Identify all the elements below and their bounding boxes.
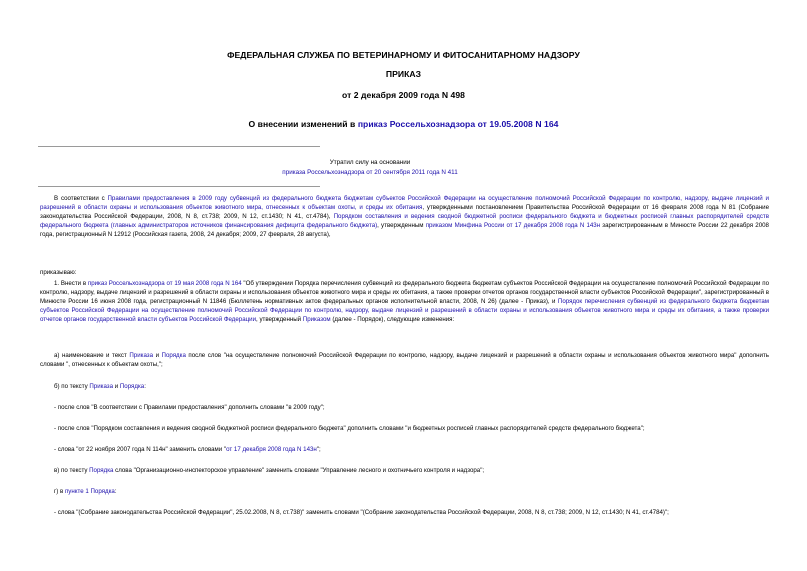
item-g1-paragraph: - слова "(Собрание законодательства Российской Федерации", 25.02.2008, N 8, ст.738)" заменить словами "(Собрание законодательства Российской Федерации, 2008, N 8, ст.738; 2009, N 12, ст.1430; N 41, ст.4784)";	[54, 509, 669, 516]
link-minfin-order[interactable]: приказом Минфина России от 17 декабря 2008 года N 143н	[425, 221, 601, 229]
item-b3-text-1: - слова "от 22 ноября 2007 года N 114н" заменить словами "	[54, 446, 227, 453]
document-title	[0, 119, 807, 129]
item-b-text-2: и	[113, 383, 120, 390]
status-note-link[interactable]: приказа Россельхознадзора от 20 сентября 2011 года N 411	[282, 169, 458, 176]
link-minfin-143n[interactable]: от 17 декабря 2008 года N 143н	[226, 446, 317, 453]
divider-bottom	[38, 186, 320, 187]
link-poryadka-b[interactable]: Порядка	[119, 383, 145, 390]
item-1-paragraph	[40, 280, 769, 325]
agency-heading: ФЕДЕРАЛЬНАЯ СЛУЖБА ПО ВЕТЕРИНАРНОМУ И ФИТОСАНИТАРНОМУ НАДЗОРУ	[227, 50, 580, 60]
item-1-text-3: , утвержденный	[256, 315, 303, 323]
document-date-number: от 2 декабря 2009 года N 498	[341, 90, 466, 100]
preamble-text-4: зарегистрированным в Минюсте России 22 декабря 2008 года, регистрационный N 12912 (Российская газета, 2008, 24 декабря; 2009, 27 февраля, 28 августа),	[40, 221, 769, 238]
item-v-text-1: в) по тексту	[54, 467, 90, 474]
status-note	[160, 158, 580, 178]
item-g-paragraph	[40, 488, 769, 497]
item-b3-text-2: ";	[316, 446, 321, 453]
item-a-text-1: а) наименование и текст	[54, 352, 130, 359]
link-punkt-1[interactable]: пункте 1 Порядка	[64, 488, 115, 495]
link-poryadka[interactable]: Порядка	[161, 352, 186, 359]
item-a-paragraph	[40, 352, 769, 370]
divider-top	[38, 146, 320, 147]
item-b3-paragraph	[40, 446, 769, 455]
preamble-paragraph	[40, 195, 769, 240]
title-link-order-164[interactable]: приказ Россельхознадзора от 19.05.2008 N 164	[357, 119, 559, 129]
link-subvention-rules[interactable]: Правилами предоставления в 2009 году субвенций из федерального бюджета бюджетам субъектов Российской Федерации на осуществление полномочий Российской Федерации по контролю, надзору, выдаче лицензий и разрешений в области охраны и использования объектов животного мира, отнесенных к объектам охоты, и среды их обитания	[40, 195, 769, 211]
link-procedure[interactable]: Порядок перечисления субвенций из федерального бюджета бюджетам субъектов Российской Федерации на осуществление полномочий Российской Федерации по контролю, надзору, выдаче лицензий и разрешений в области охраны и использования объектов животного мира и среды их обитания, а также проверки отчетов органов государственной власти субъектов Российской Федерации	[40, 297, 769, 323]
item-a-text-3: после слов "на осуществление полномочий Российской Федерации по контролю, надзору, выдаче лицензий и разрешений в области охраны и использования объектов животного мира" дополнить словами ", отнесенных к объектам охоты,";	[40, 352, 769, 368]
link-order-164[interactable]: приказ Россельхознадзора от 19 мая 2008 года N 164	[87, 280, 242, 287]
link-budget-procedure[interactable]: Порядком составления и ведения сводной бюджетной росписи федерального бюджета и бюджетных росписей главных распорядителей средств федерального бюджета (главных администраторов источников финансирования дефицита федерального бюджета)	[40, 212, 769, 229]
preamble-text-1: В соответствии с	[54, 195, 108, 202]
item-1-text-2: "Об утверждении Порядка перечисления субвенций из федерального бюджета бюджетам субъектов Российской Федерации на осуществление полномочий Российской Федерации по контролю, надзору, выдаче лицензий и разрешений в области охраны и использования объектов животного мира и среды их обитания, а также проверки отчетов органов государственной власти субъектов Российской Федерации", зарегистрированный в Минюсте России 16 июня 2008 года, регистрационный N 11846 (Бюллетень нормативных актов федеральных органов исполнительной власти, 2008, N 26) (далее - Приказ), и	[40, 280, 769, 305]
link-prikaza[interactable]: Приказа	[129, 352, 154, 359]
link-prikaza-b[interactable]: Приказа	[89, 383, 114, 390]
item-g-text-1: г) в	[54, 488, 65, 495]
item-g-text-2: :	[114, 488, 117, 495]
item-v-text-2: слова "Организационно-инспекторское управление" заменить словами "Управление лесного и охотничьего контроля и надзора";	[113, 467, 485, 474]
link-poryadka-v[interactable]: Порядка	[89, 467, 114, 474]
document-title-prefix: О внесении изменений в	[248, 119, 358, 129]
item-b-text-3: :	[144, 383, 146, 390]
orders-label: приказываю:	[40, 269, 77, 276]
item-b-text-1: б) по тексту	[54, 383, 90, 390]
item-b1-paragraph: - после слов "В соответствии с Правилами предоставления" дополнить словами "в 2009 году";	[54, 404, 325, 411]
item-b2-paragraph: - после слов "Порядком составления и ведения сводной бюджетной росписи федерального бюджета" дополнить словами "и бюджетных росписей главных распорядителей средств федерального бюджета";	[54, 425, 645, 432]
item-1-text-1: 1. Внести в	[54, 280, 88, 287]
item-a-text-2: и	[153, 352, 162, 359]
link-prikaz[interactable]: Приказом	[302, 315, 331, 323]
item-b-paragraph	[40, 383, 769, 392]
item-1-text-4: (далее - Порядок), следующие изменения:	[330, 315, 455, 323]
preamble-text-3: , утвержденным	[377, 221, 426, 229]
document-type-heading: ПРИКАЗ	[385, 69, 422, 79]
status-note-text: Утратил силу на основании	[329, 159, 411, 166]
preamble-text-2: , утвержденными постановлением Правительства Российской Федерации от 16 февраля 2008 года N 81 (Собрание законодательства Российской Федерации, 2008, N 8, ст.738; 2009, N 12, ст.1430; N 41, ст.4784),	[40, 203, 769, 220]
item-v-paragraph	[40, 467, 769, 476]
